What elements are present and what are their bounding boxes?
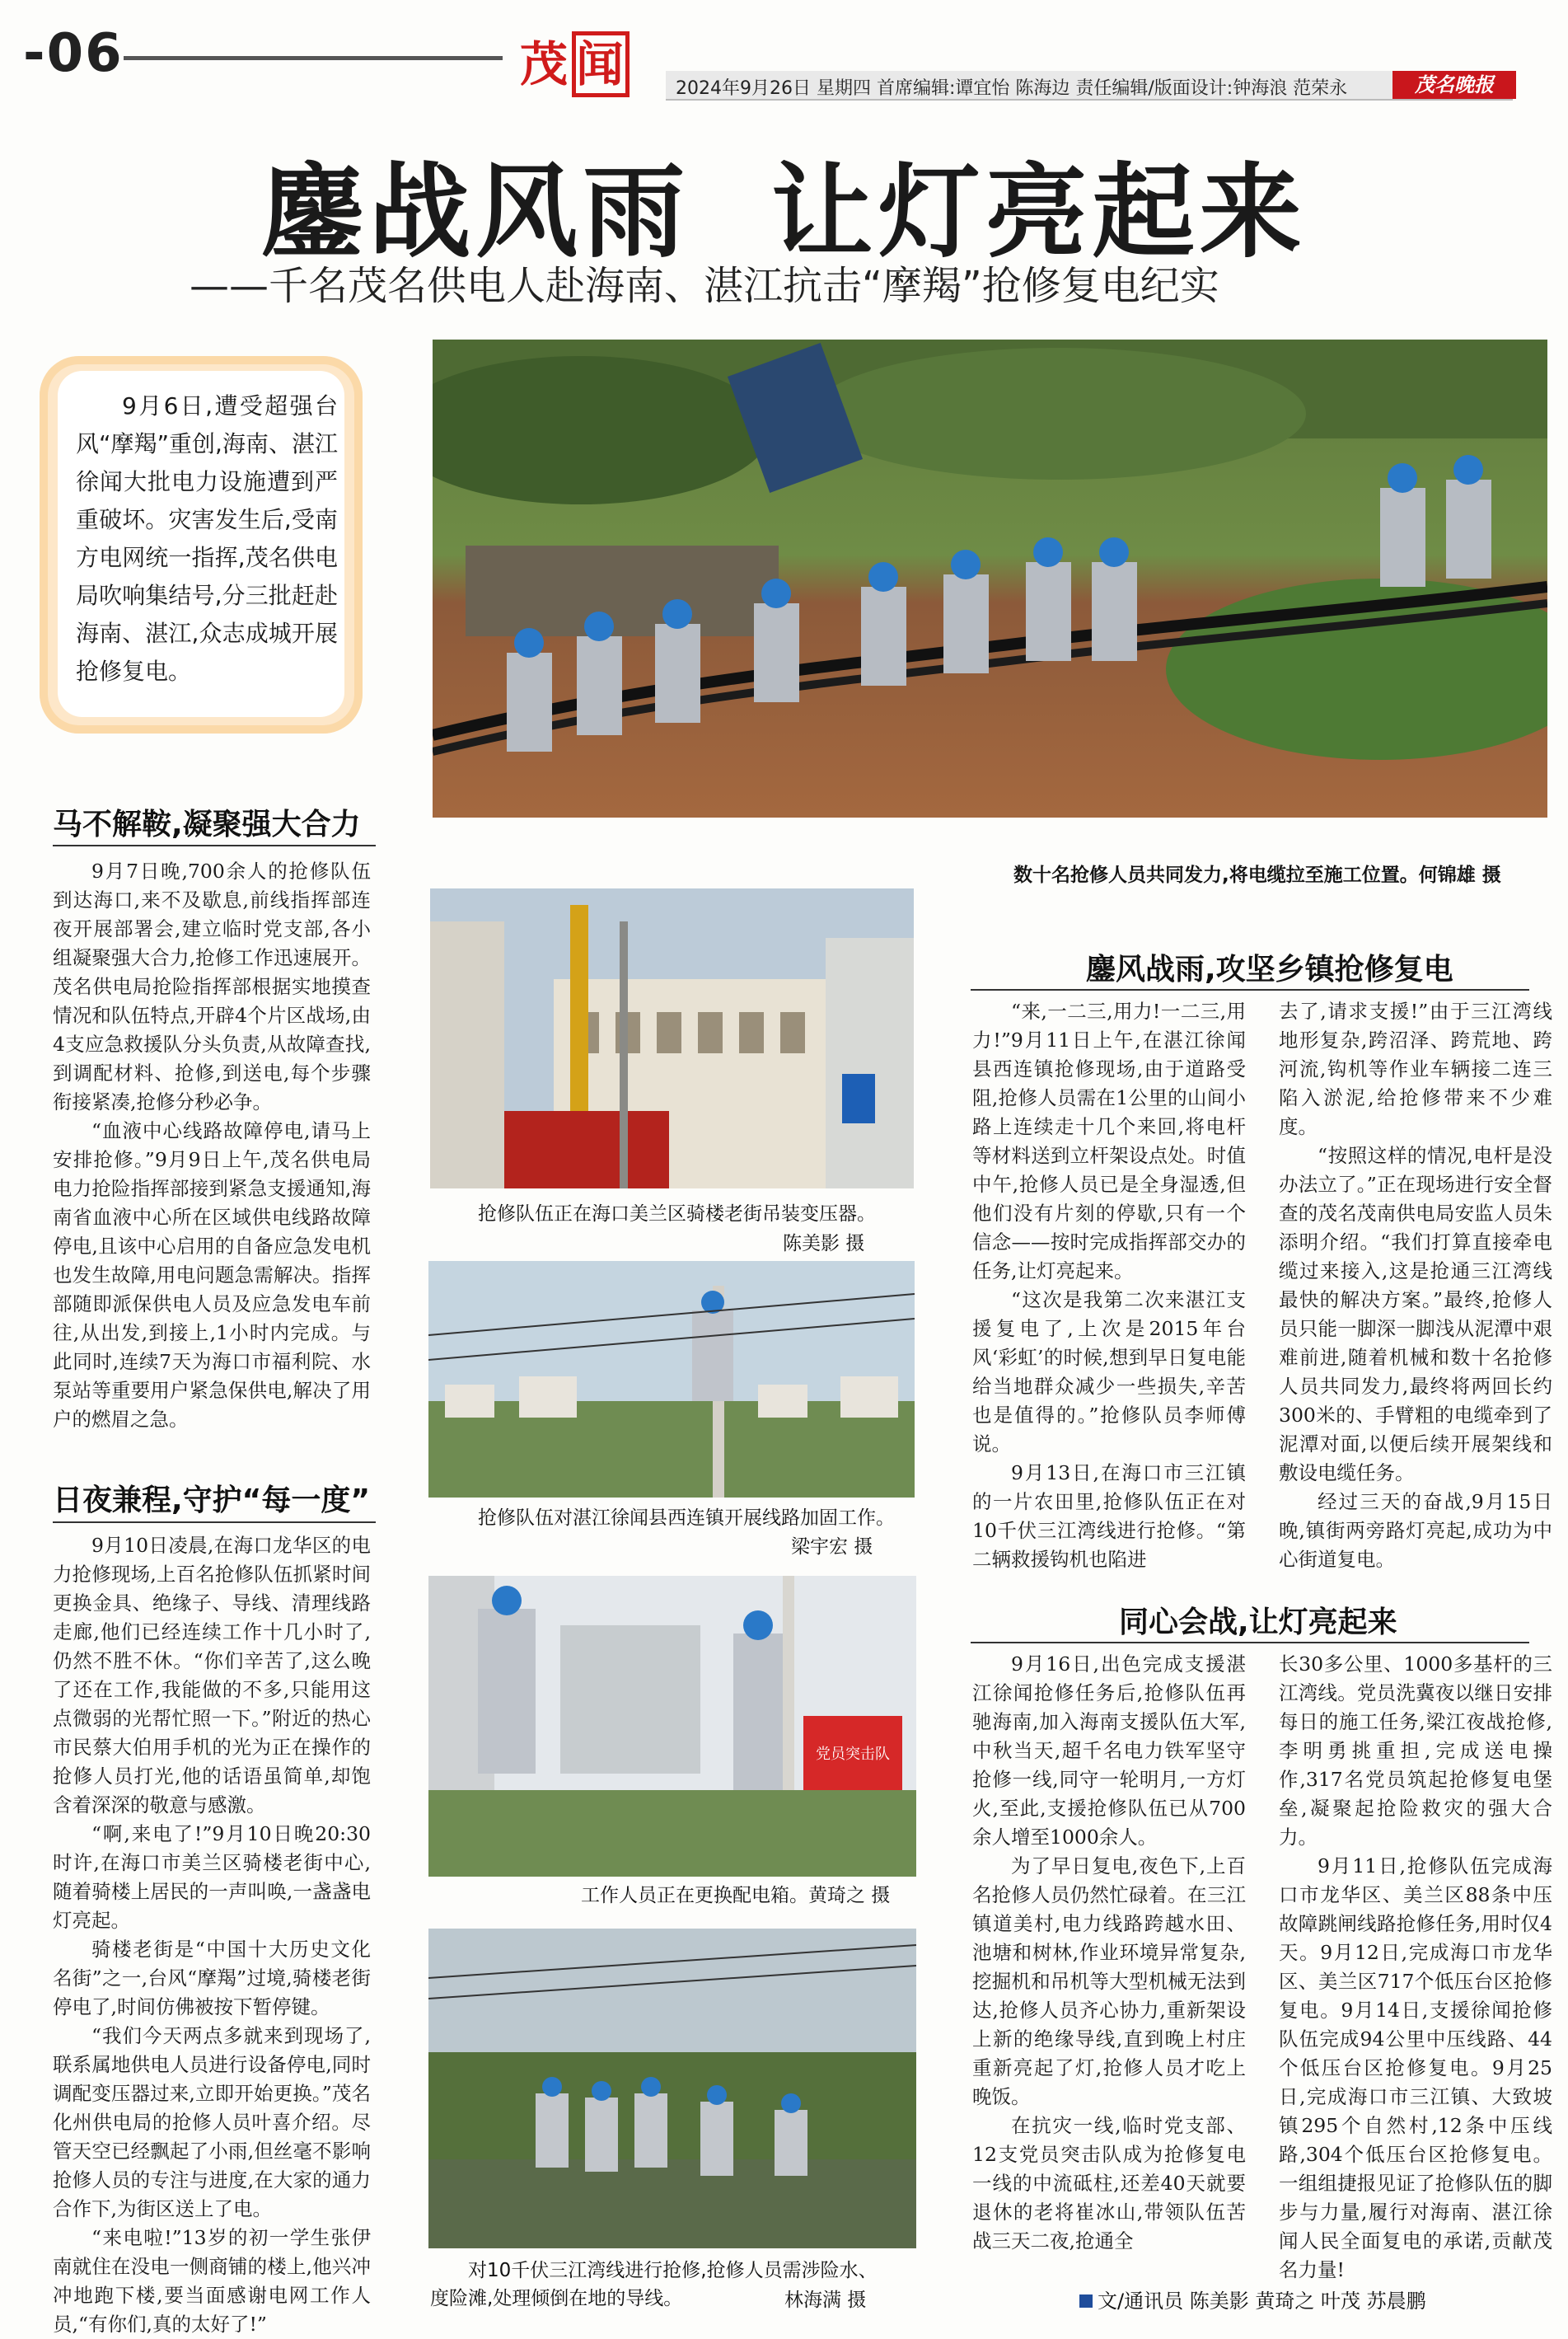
paragraph: 9月11日,抢修队伍完成海口市龙华区、美兰区88条中压故障跳闸线路抢修任务,用时仅4天。9月12日,完成海口市龙华区、美兰区717个低压台区抢修复电。9月14日,支援徐闻抢修队伍完成94公里中压线路、44个低压台区抢修复电。9月25日,完成海口市三江镇、大致坡镇295个自然村,12条中压线路,304个低压台区抢修复电。一组组捷报见证了抢修队伍的脚步与力量,履行对海南、湛江徐闻人民全面复电的承诺,贡献茂名力量! [1279, 1854, 1552, 2281]
section4-col2 [1279, 1650, 1552, 2285]
section1-body [53, 857, 371, 1434]
header-info: 2024年9月26日 星期四 首席编辑:谭宜怡 陈海边 责任编辑/版面设计:钟海浪 范荣永 [676, 78, 1348, 99]
photo4-banner-text: 党员突击队 [816, 1746, 890, 1763]
paragraph: 为了早日复电,夜色下,上百名抢修人员仍然忙碌着。在三江镇道美村,电力线路跨越水田、池塘和树林,作业环境异常复杂,挖掘机和吊机等大型机械无法到达,抢修人员齐心协力,重新架设上新的绝缘导线,直到晚上村庄重新亮起了灯,抢修人员才吃上晚饭。 [972, 1854, 1246, 2108]
byline [1079, 2285, 1426, 2313]
main-title: 鏖战风雨 让灯亮起来 [261, 153, 1307, 272]
paragraph: 9月16日,出色完成支援湛江徐闻抢修任务后,抢修队伍再驰海南,加入海南支援队伍大军,中秋当天,超千名电力铁军坚守抢修一线,同守一轮明月,一方灯火,至此,支援抢修队伍已从700余人增至1000余人。 [972, 1652, 1246, 1849]
paragraph: “这次是我第二次来湛江支援复电了,上次是2015年台风‘彩虹’的时候,想到早日复电能给当地群众减少一些损失,辛苦也是值得的。”抢修队员李师傅说。 [972, 1288, 1246, 1455]
paragraph: 骑楼老街是“中国十大历史文化名街”之一,台风“摩羯”过境,骑楼老街停电了,时间仿佛被按下暂停键。 [53, 1938, 371, 2018]
photo3-caption: 抢修队伍对湛江徐闻县西连镇开展线路加固工作。 [478, 1507, 895, 1529]
section2-title: 日夜兼程,守护“每一度” [53, 1484, 370, 1517]
section1-rule [53, 845, 376, 846]
section3-title: 鏖风战雨,攻坚乡镇抢修复电 [1086, 953, 1453, 987]
section3-rule [971, 989, 1529, 991]
photo-distribution-box [428, 1576, 916, 1877]
section4-rule [971, 1642, 1529, 1643]
paragraph: “按照这样的情况,电杆是没办法立了。”正在现场进行安全督查的茂名茂南供电局安监人员朱添明介绍。“我们打算直接牵电缆过来接入,这是抢通三江湾线最快的解决方案。”最终,抢修人员只能一脚深一脚浅从泥潭中艰难前进,随着机械和数十名抢修人员共同发力,最终将两回长约300米的、手臂粗的电缆牵到了泥潭对面,以便后续开展架线和敷设电缆任务。 [1279, 1144, 1552, 1484]
main-photo [433, 340, 1547, 818]
section4-title: 同心会战,让灯亮起来 [1119, 1605, 1397, 1639]
section3-col2 [1279, 997, 1552, 1574]
photo4-caption: 工作人员正在更换配电箱。黄琦之 摄 [581, 1885, 891, 1906]
header-rule [124, 56, 503, 60]
photo2-caption: 抢修队伍正在海口美兰区骑楼老街吊装变压器。 [478, 1203, 876, 1225]
paragraph: “血液中心线路故障停电,请马上安排抢修。”9月9日上午,茂名供电局电力抢险指挥部接到紧急支援通知,海南省血液中心所在区域供电线路故障停电,且该中心启用的自备应急发电机也发生故障,用电问题急需解决。指挥部随即派保供电人员及应急发电车前往,从出发,到接上,1小时内完成。与此同时,连续7天为海口市福利院、水泵站等重要用户紧急保供电,解决了用户的燃眉之急。 [53, 1119, 371, 1431]
photo-line-reinforcement [428, 1261, 915, 1498]
paragraph: “来,一二三,用力!一二三,用力!”9月11日上午,在湛江徐闻县西连镇抢修现场,由于道路受阻,抢修人员需在1公里的山间小路上连续走十几个来回,将电杆等材料送到立杆架设点处。时值中午,抢修人员已是全身湿透,但他们没有片刻的停歇,只有一个信念——按时完成指挥部交办的任务,让灯亮起来。 [972, 1000, 1246, 1282]
section2-body [53, 1531, 371, 2339]
paragraph: 在抗灾一线,临时党支部、12支党员突击队成为抢修复电一线的中流砥柱,还差40天就要退休的老将崔冰山,带领队伍苦战三天二夜,抢通全 [972, 2114, 1246, 2252]
paragraph: “啊,来电了!”9月10日晚20:30时许,在海口市美兰区骑楼老街中心,随着骑楼上居民的一声叫唤,一盏盏电灯亮起。 [53, 1822, 371, 1932]
paragraph: “我们今天两点多就来到现场了,联系属地供电人员进行设备停电,同时调配变压器过来,立即开始更换。”茂名化州供电局的抢修人员叶喜介绍。尽管天空已经飘起了小雨,但丝毫不影响抢修人员的专注与进度,在大家的通力合作下,为街区送上了电。 [53, 2024, 371, 2220]
photo5-caption-line1: 对10千伏三江湾线进行抢修,抢修人员需涉险水、 [468, 2260, 878, 2281]
paragraph: 长30多公里、1000多基杆的三江湾线。党员洗冀夜以继日安排每日的施工任务,梁江夜战抢修,李明勇挑重担,完成送电操作,317名党员筑起抢修复电堡垒,凝聚起抢险救灾的强大合力。 [1279, 1652, 1552, 1849]
section2-rule [53, 1521, 376, 1523]
section1-title: 马不解鞍,凝聚强大合力 [53, 808, 361, 841]
photo5-credit: 林海满 摄 [784, 2290, 867, 2311]
paragraph: “来电啦!”13岁的初一学生张伊南就住在没电一侧商铺的楼上,他兴冲冲地跑下楼,要当面感谢电网工作人员,“有你们,真的太好了!” [53, 2226, 371, 2336]
section4-col1 [972, 1650, 1246, 2256]
paragraph: 9月13日,在海口市三江镇的一片农田里,抢修队伍正在对10千伏三江湾线进行抢修。“第二辆救援钩机也陷进 [972, 1461, 1246, 1571]
section-badge [519, 31, 630, 97]
photo3-credit: 梁宇宏 摄 [791, 1536, 873, 1558]
photo5-caption-line2: 度险滩,处理倾倒在地的导线。 [430, 2288, 683, 2309]
intro-text: 9月6日,遭受超强台风“摩羯”重创,海南、湛江徐闻大批电力设施遭到严重破坏。灾害发生后,受南方电网统一指挥,茂名供电局吹响集结号,分三批赶赴海南、湛江,众志成城开展抢修复电。 [76, 392, 338, 685]
section-char-2: 闻 [572, 31, 630, 97]
byline-text: 文/通讯员 陈美影 黄琦之 叶茂 苏晨鹏 [1098, 2290, 1426, 2313]
section3-col1 [972, 997, 1246, 1574]
paragraph: 9月10日凌晨,在海口龙华区的电力抢修现场,上百名抢修队伍抓紧时间更换金具、绝缘子、导线、清理线路走廊,他们已经连续工作十几小时了,仍然不胜不休。“你们辛苦了,这么晚了还在工作,我能做的不多,只能用这点微弱的光帮忙照一下。”附近的热心市民蔡大伯用手机的光为正在操作的抢修人员打光,他的话语虽简单,却饱含着深深的敬意与感激。 [53, 1534, 371, 1816]
paragraph: 经过三天的奋战,9月15日晚,镇街两旁路灯亮起,成功为中心街道复电。 [1279, 1490, 1552, 1571]
photo-transformer-street [430, 888, 914, 1188]
paragraph: 9月7日晚,700余人的抢修队伍到达海口,来不及歇息,前线指挥部连夜开展部署会,建立临时党支部,各小组凝聚强大合力,抢修工作迅速展开。茂名供电局抢险指挥部根据实地摸查情况和队伍特点,开辟4个片区战场,由4支应急救援队分头负责,从故障查找,到调配材料、抢修,到送电,每个步骤衔接紧凑,抢修分秒必争。 [53, 860, 371, 1113]
paper-logo: 茂名晚报 [1392, 71, 1516, 99]
sub-title: ——千名茂名供电人赴海南、湛江抗击“摩羯”抢修复电纪实 [190, 263, 1219, 309]
photo-wading-repair [428, 1929, 916, 2248]
paragraph: 去了,请求支援!”由于三江湾线地形复杂,跨沼泽、跨荒地、跨河流,钩机等作业车辆接二连三陷入淤泥,给抢修带来不少难度。 [1279, 1000, 1552, 1138]
section-char-1: 茂 [519, 36, 571, 92]
photo2-credit: 陈美影 摄 [783, 1233, 865, 1254]
page-number: -06 [23, 23, 124, 84]
main-photo-caption: 数十名抢修人员共同发力,将电缆拉至施工位置。何锦雄 摄 [1013, 865, 1501, 886]
byline-marker-icon [1079, 2294, 1093, 2308]
